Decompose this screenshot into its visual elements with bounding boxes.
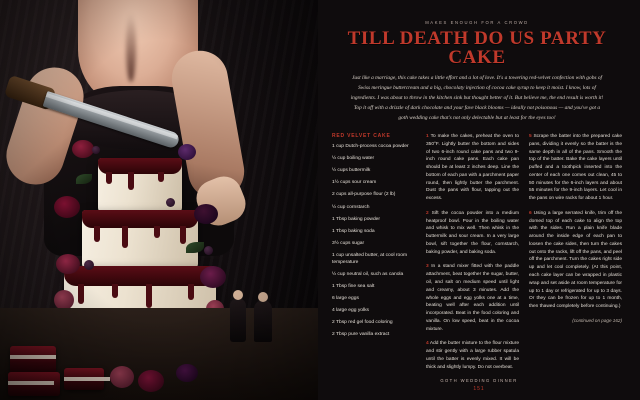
instruction-step xyxy=(529,133,622,203)
drip-drop xyxy=(128,172,134,190)
continued-note: (continued on page 162) xyxy=(572,317,622,323)
drip-drop xyxy=(188,284,194,300)
step-number: 3 xyxy=(426,264,429,270)
table-surface xyxy=(0,308,318,400)
recipe-photo-page xyxy=(0,0,318,400)
list-item: 1 Tbsp fine sea salt xyxy=(332,283,375,289)
drip-drop xyxy=(122,226,128,248)
step-number: 1 xyxy=(426,134,429,139)
page-title: TILL DEATH DO US PARTY CAKE xyxy=(347,28,607,68)
drip-drop xyxy=(112,284,118,298)
instruction-step xyxy=(426,133,519,203)
step-text: To make the cakes, preheat the oven to 350°F. Lightly butter the bottom and sides of two 6-inch round cake pans and two 9-inch round cake pans. Each cake pan should be at least 2 inches deep. Line the bottom of each pan with a parchment paper round, then lightly butter the parchment. Dust the pans with flour, tapping out the excess. xyxy=(426,134,520,202)
cake-slice xyxy=(8,372,60,396)
list-item: 1 Tbsp baking soda xyxy=(332,228,375,234)
drip-drop xyxy=(180,226,186,244)
flower-bloom xyxy=(178,144,196,160)
bride-head xyxy=(258,292,268,302)
list-item: ½ cups buttermilk xyxy=(332,168,371,174)
fig-fruit xyxy=(110,366,134,388)
step-number: 6 xyxy=(529,210,532,216)
flower-bloom xyxy=(200,266,226,288)
recipe-kicker: MAKES ENOUGH FOR A CROWD xyxy=(425,20,529,25)
drip-drop xyxy=(146,284,152,308)
model-shadow xyxy=(126,12,136,82)
flower-bloom xyxy=(176,364,198,382)
instruction-step xyxy=(426,340,519,371)
list-item: 2 Tbsp pure vanilla extract xyxy=(332,332,390,338)
step-text: Add the butter mixture to the flour mixture and stir gently with a large rubber spatula until the batter is evenly mixed. It will be thick and slightly lumpy. Do not overbeat. xyxy=(426,341,519,370)
step-text: Scrape the batter into the prepared cake pans, dividing it evenly so the batter is the same depth in all of the pans. Smooth the top of the batter. Bake the cake layers until puffed and a toothpick inserted into the center of each one comes out clean, 45 to 50 minutes for the 6-inch layers and about 55 minutes for the 9-inch layers. Let cool in the pans on wire racks for about 1 hour. xyxy=(529,134,622,202)
drip-drop xyxy=(94,226,100,242)
recipe-intro: Just like a marriage, this cake takes a little effort and a lot of love. It's a towering red-velvet confection with gobs of Swiss meringue buttercream and a big, chocolaty injection of cocoa cake syrup to keep it moist. I know, lots of ingredients. I was about to throw in the kitchen sink but thought better of it. But believe me, the end result is worth it! Top it off with a drizzle of dark chocolate and your fave black blooms — ideally not poisonous — and you've got a goth wedding cake that's not only delectable but at least for the eyes too! xyxy=(350,75,604,121)
blackberry xyxy=(166,198,175,207)
flower-bloom xyxy=(54,196,80,218)
list-item: 1 cup unsalted butter, at cool room temperature xyxy=(332,252,408,265)
flower-bloom xyxy=(138,370,164,392)
ingredients-column xyxy=(332,133,416,378)
instruction-step xyxy=(426,263,519,333)
list-item: 1 cup Dutch-process cocoa powder xyxy=(332,144,409,149)
step-text: In a stand mixer fitted with the paddle attachment, beat together the sugar, butter, oil, and salt on medium speed until light and creamy, about 3 minutes. Add the whole eggs and egg yolks one at a time, beating well after each addition until incorporated. Beat in the food coloring and vanilla. On low speed, beat in the cocoa mixture. xyxy=(426,264,519,332)
list-item: ½ cup neutral oil, such as canola xyxy=(332,271,404,277)
list-item: 3½ cups sugar xyxy=(332,240,365,246)
list-item: 2 Tbsp red gel food coloring xyxy=(332,320,393,326)
drip-drop xyxy=(78,284,84,304)
step-number: 5 xyxy=(529,134,532,139)
foliage-leaf xyxy=(186,242,204,253)
list-item: 1½ cups sour cream xyxy=(332,180,377,186)
cake-topper-figurines xyxy=(226,278,284,348)
cake-slice xyxy=(64,368,104,390)
flower-bloom xyxy=(72,140,94,158)
blackberry xyxy=(84,260,94,270)
flower-bloom xyxy=(194,204,218,224)
step-number: 2 xyxy=(426,210,429,216)
list-item: 1 Tbsp baking powder xyxy=(332,216,381,222)
flower-bloom xyxy=(56,254,80,274)
page-footer xyxy=(318,378,640,392)
groom-figurine xyxy=(230,298,246,342)
instruction-step xyxy=(529,210,622,311)
blackberry xyxy=(92,146,100,154)
ingredients-list xyxy=(332,144,416,339)
instructions-columns xyxy=(426,133,622,378)
instructions-column-2 xyxy=(529,133,622,378)
instruction-step xyxy=(426,210,519,257)
groom-head xyxy=(233,290,243,300)
step-text: Using a large serrated knife, trim off the domed top of each cake to align the top with the sides. Run a plain knife blade around the inside edge of each pan to loosen the cake sides, then turn the cakes out onto the racks, lift off the pans, and peel off the parchment. Turn the cakes right side up and let cool completely. (At this point, each cake layer can be wrapped in plastic wrap and set aside at room temperature for up to 1 day or refrigerated for up to 3 days. Or they can be frozen for up to 1 month, then thawed completely before continuing.) xyxy=(529,210,622,310)
blackberry xyxy=(204,246,213,255)
page-number: 151 xyxy=(473,386,485,392)
step-number: 4 xyxy=(426,341,429,347)
step-text: Sift the cocoa powder into a medium heatproof bowl. Pour in the boiling water and whisk to mix well. Then whisk in the buttermilk and sour cream. In a very large bowl, sift together the flour, cornstarch, baking powder, and baking soda. xyxy=(426,210,519,255)
bride-figurine xyxy=(254,300,272,342)
fig-fruit xyxy=(54,290,74,310)
drip-drop xyxy=(154,226,160,238)
list-item: 2 cups all-purpose flour (2 lb) xyxy=(332,192,396,198)
footer-section-label: GOTH WEDDING DINNER xyxy=(440,378,518,383)
foliage-leaf xyxy=(76,174,92,184)
list-item: ½ cup cornstarch xyxy=(332,204,370,210)
drip-drop xyxy=(106,172,112,184)
recipe-text-page xyxy=(318,0,640,400)
instructions-column-1 xyxy=(426,133,519,378)
list-item: 6 large eggs xyxy=(332,295,359,301)
list-item: ½ cup boiling water xyxy=(332,156,375,162)
list-item: 4 large egg yolks xyxy=(332,308,369,314)
ingredients-heading: RED VELVET CAKE xyxy=(332,133,391,139)
drip-drop xyxy=(158,172,164,182)
cake-slice xyxy=(10,346,56,374)
